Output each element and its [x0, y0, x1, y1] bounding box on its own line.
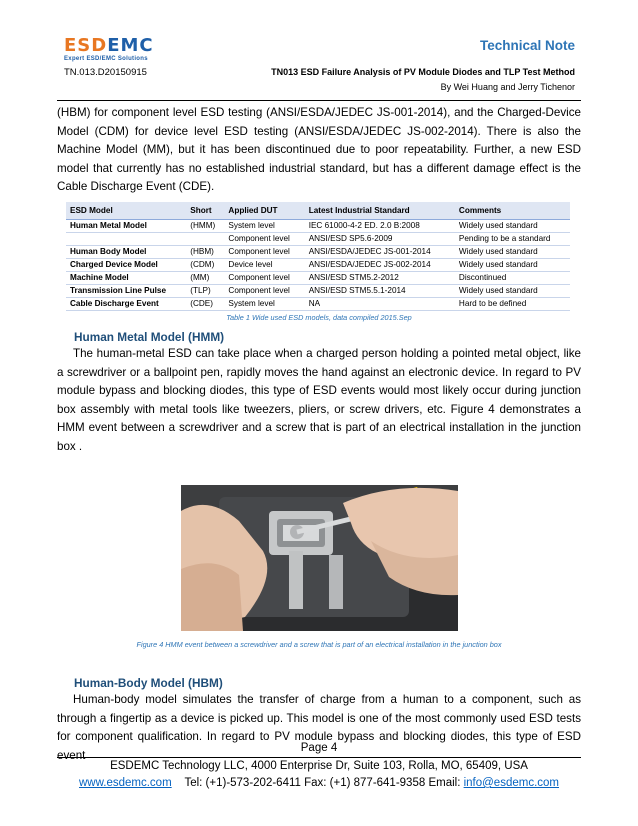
email-link[interactable]: info@esdemc.com [463, 777, 559, 789]
footer-divider [57, 757, 581, 758]
table-cell: System level [224, 219, 304, 232]
hmm-heading: Human Metal Model (HMM) [74, 330, 225, 344]
table-cell: Component level [224, 245, 304, 258]
hmm-paragraph: The human-metal ESD can take place when a charged person holding a pointed metal object, like a screwdriver or a ballpoint pen, rapidly moves the hand against an electronic device. In regard to PV module bypass and blocking diodes, this type of ESD events would most likely occur during junction box assembly with metal tools like tweezers, pliers, or screw drivers, etc. Figure 4 demonstrates a HMM event between a screwdriver and a screw that is part of an electrical installation in the junction box . [57, 347, 581, 453]
intro-paragraph: (HBM) for component level ESD testing (ANSI/ESDA/JEDEC JS-001-2014), and the Charged-Device Model (CDM) for device level ESD testing (ANSI/ESDA/JEDEC JS-002-2014). There is also the Machine Model (MM), but it has been discontinued due to poor repeatability. Further, a new ESD model that currently has no established industrial standard, but has a different damage effect is the Cable Discharge Event (CDE). [57, 106, 581, 194]
table-cell: Component level [224, 284, 304, 297]
table-caption: Table 1 Wide used ESD models, data compiled 2015.Sep [226, 313, 412, 322]
table-cell: NA [305, 297, 455, 310]
table-cell: Hard to be defined [455, 297, 570, 310]
table-cell: Charged Device Model [66, 258, 186, 271]
table-cell: (TLP) [186, 284, 224, 297]
hbm-heading: Human-Body Model (HBM) [74, 676, 223, 690]
table-cell: Device level [224, 258, 304, 271]
table-cell: (HMM) [186, 219, 224, 232]
table-header-row [66, 202, 570, 219]
figure-caption: Figure 4 HMM event between a screwdriver and a screw that is part of an electrical installation in the junction box [136, 640, 502, 649]
company-logo [64, 37, 154, 62]
hbm-paragraph: Human-body model simulates the transfer of charge from a human to a component, such as through a fingertip as a device is picked up. This model is one of the most commonly used ESD tests for component qualification. In regard to PV module bypass and blocking diodes, this type of ESD event [57, 693, 581, 762]
table-cell: Human Metal Model [66, 219, 186, 232]
footer-contact-line [0, 777, 638, 789]
photo-illustration [181, 485, 458, 631]
table-cell: Widely used standard [455, 245, 570, 258]
table-row [66, 297, 570, 310]
document-type-label: Technical Note [479, 38, 575, 53]
table-cell: IEC 61000-4-2 ED. 2.0 B:2008 [305, 219, 455, 232]
header-divider [57, 100, 581, 101]
table-cell: Transmission Line Pulse [66, 284, 186, 297]
contact-text [172, 777, 464, 789]
table-row [66, 271, 570, 284]
logo-part-esd: ESD [64, 35, 108, 56]
table-cell: Human Body Model [66, 245, 186, 258]
table-cell: ANSI/ESD SP5.6-2009 [305, 232, 455, 245]
esd-models-table [66, 202, 570, 311]
table-header-cell: Applied DUT [224, 202, 304, 219]
table-cell: Discontinued [455, 271, 570, 284]
table-header-cell: ESD Model [66, 202, 186, 219]
table-header-cell: Short [186, 202, 224, 219]
table-cell: Pending to be a standard [455, 232, 570, 245]
table-header-cell: Latest Industrial Standard [305, 202, 455, 219]
document-id: TN.013.D20150915 [64, 67, 147, 78]
table-cell: Component level [224, 271, 304, 284]
table-cell: (CDM) [186, 258, 224, 271]
logo-wordmark [64, 37, 154, 55]
table-cell: ANSI/ESD STM5.5.1-2014 [305, 284, 455, 297]
logo-part-emc: EMC [107, 35, 154, 56]
table-header-cell: Comments [455, 202, 570, 219]
website-link[interactable]: www.esdemc.com [79, 777, 172, 789]
page-number: Page 4 [300, 742, 338, 754]
table-row [66, 284, 570, 297]
table-cell [186, 232, 224, 245]
table-row [66, 232, 570, 245]
table-cell: System level [224, 297, 304, 310]
logo-tagline: Expert ESD/EMC Solutions [64, 56, 148, 62]
table-cell: Cable Discharge Event [66, 297, 186, 310]
table-cell: Widely used standard [455, 284, 570, 297]
table-cell: ANSI/ESDA/JEDEC JS-001-2014 [305, 245, 455, 258]
table-cell: ANSI/ESDA/JEDEC JS-002-2014 [305, 258, 455, 271]
table-cell: (HBM) [186, 245, 224, 258]
document-title: TN013 ESD Failure Analysis of PV Module Diodes and TLP Test Method [271, 67, 575, 77]
table-row [66, 219, 570, 232]
contact-details: Tel: (+1)-573-202-6411 Fax: (+1) 877-641-9358 Email: [184, 777, 464, 789]
table-cell: Widely used standard [455, 258, 570, 271]
table-cell: Widely used standard [455, 219, 570, 232]
table-cell [66, 232, 186, 245]
table-cell: (CDE) [186, 297, 224, 310]
table-cell: Machine Model [66, 271, 186, 284]
table-cell: ANSI/ESD STM5.2-2012 [305, 271, 455, 284]
table-cell: (MM) [186, 271, 224, 284]
document-authors: By Wei Huang and Jerry Tichenor [440, 82, 575, 92]
footer-company-address: ESDEMC Technology LLC, 4000 Enterprise Dr, Suite 103, Rolla, MO, 65409, USA [110, 760, 528, 772]
hmm-event-photo [181, 485, 458, 631]
table-cell: Component level [224, 232, 304, 245]
table-row [66, 258, 570, 271]
table-row [66, 245, 570, 258]
